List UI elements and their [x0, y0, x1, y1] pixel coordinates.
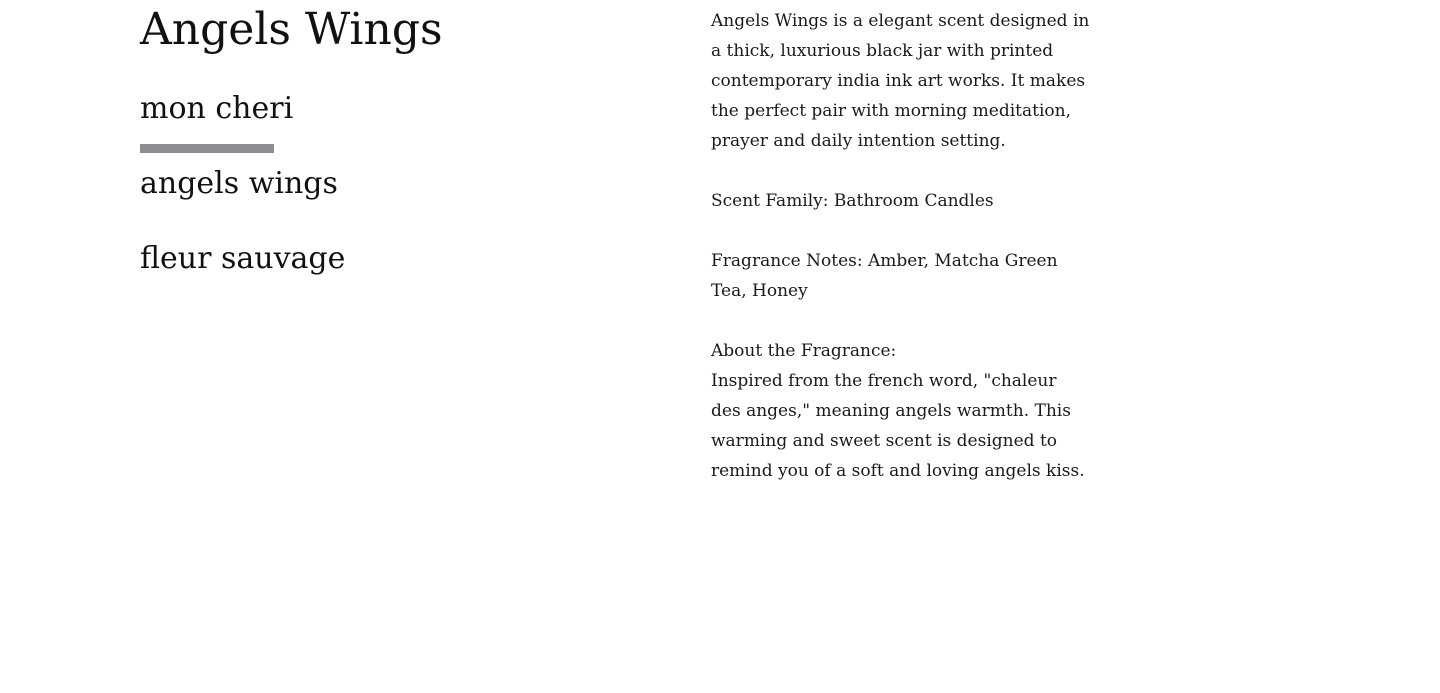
fragrance-notes: Fragrance Notes: Amber, Matcha Green Tea, Honey [711, 251, 1058, 301]
variant-option-fleur-sauvage[interactable] [140, 238, 345, 313]
variant-label: fleur sauvage [140, 241, 346, 276]
variant-option-mon-cheri[interactable] [140, 88, 345, 163]
variant-option-angels-wings[interactable] [140, 163, 345, 238]
product-description [711, 6, 1091, 516]
variant-label: mon cheri [140, 91, 294, 126]
selected-variant-underline [140, 144, 274, 153]
about-body: Inspired from the french word, "chaleur des anges," meaning angels warmth. This warming and sweet scent is designed to remind you of a soft and loving angels kiss. [711, 371, 1085, 481]
scent-family: Scent Family: Bathroom Candles [711, 191, 994, 211]
variant-label: angels wings [140, 166, 338, 201]
product-title [140, 0, 443, 59]
scent-variant-list [140, 88, 345, 313]
description-intro: Angels Wings is a elegant scent designed in a thick, luxurious black jar with printed contemporary india ink art works. It makes the perfect pair with morning meditation, prayer and daily intention setting. [711, 11, 1090, 151]
about-heading: About the Fragrance: [711, 341, 897, 361]
product-title-line: Angels Wings [140, 4, 443, 55]
